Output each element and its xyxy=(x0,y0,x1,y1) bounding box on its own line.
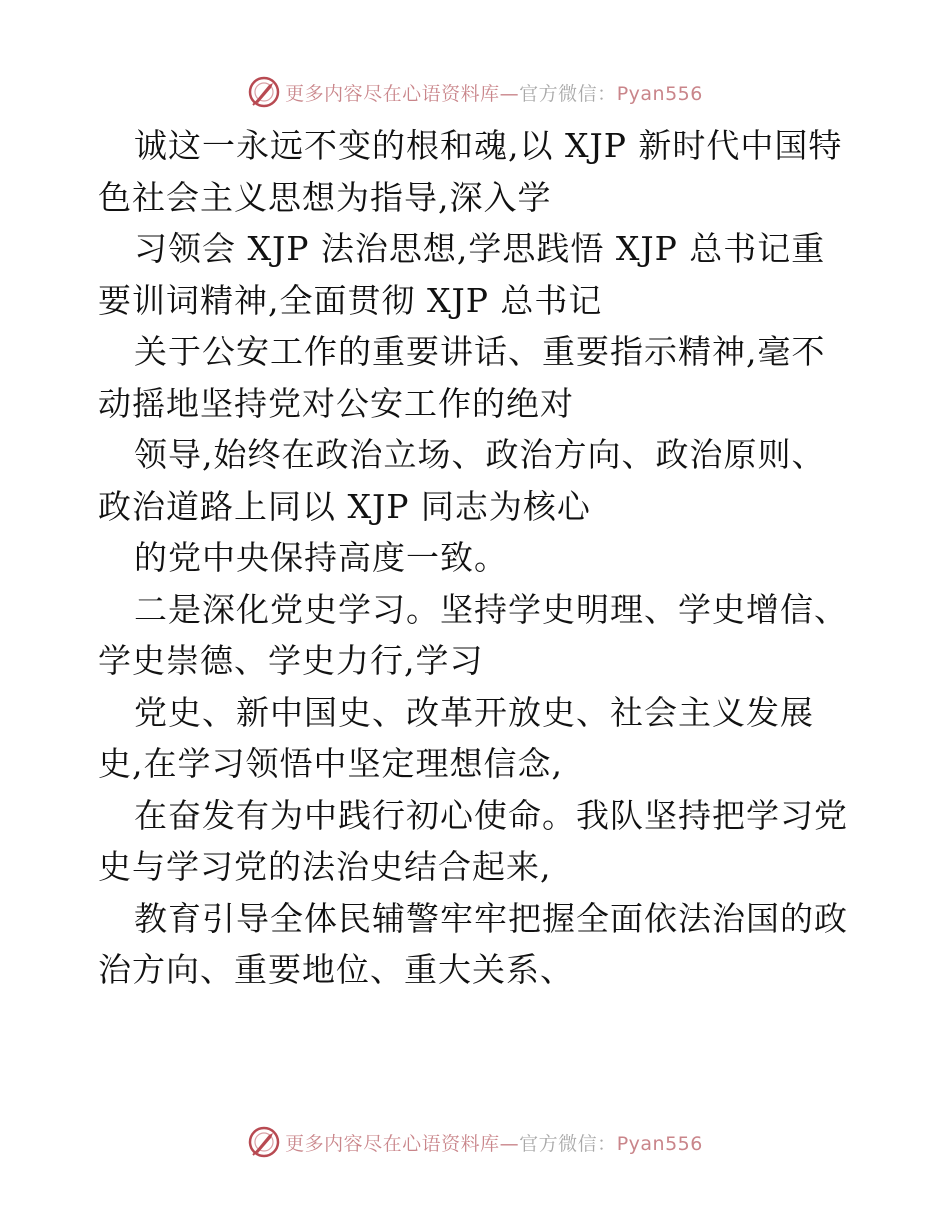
footer-banner-main: 更多内容尽在心语资料库 xyxy=(285,1132,500,1155)
footer-banner-wechat-id: Pyan556 xyxy=(616,1132,703,1155)
document-body xyxy=(98,120,858,996)
header-banner-wechat-id: Pyan556 xyxy=(616,82,703,105)
footer-banner-text xyxy=(285,1129,703,1156)
footer-banner xyxy=(0,1122,950,1162)
body-line: 习领会 XJP 法治思想,学思践悟 XJP 总书记重 xyxy=(134,229,826,268)
body-line: 治方向、重要地位、重大关系、 xyxy=(98,950,574,989)
header-banner-text xyxy=(285,79,703,106)
feather-pen-logo-icon xyxy=(247,75,281,109)
body-line: 动摇地坚持党对公安工作的绝对 xyxy=(98,383,574,423)
body-line: 在奋发有为中践行初心使命。我队坚持把学习党 xyxy=(134,795,848,835)
body-line: 二是深化党史学习。坚持学史明理、学史增信、 xyxy=(134,589,848,629)
body-line: 色社会主义思想为指导,深入学 xyxy=(98,177,552,217)
body-line: 要训词精神,全面贯彻 XJP 总书记 xyxy=(98,280,603,320)
header-banner-main: 更多内容尽在心语资料库 xyxy=(285,82,500,105)
body-line: 教育引导全体民辅警牢牢把握全面依法治国的政 xyxy=(134,898,848,938)
footer-banner-label: 官方微信： xyxy=(519,1132,617,1155)
header-banner-separator: — xyxy=(499,82,520,105)
body-line: 史,在学习领悟中坚定理想信念, xyxy=(98,744,563,783)
feather-pen-logo-icon xyxy=(247,1125,281,1159)
header-banner-label: 官方微信： xyxy=(519,82,617,105)
body-line: 学史崇德、学史力行,学习 xyxy=(98,641,484,680)
body-line: 诚这一永远不变的根和魂,以 XJP 新时代中国特 xyxy=(134,126,843,165)
body-line: 史与学习党的法治史结合起来, xyxy=(98,847,552,886)
body-line: 党史、新中国史、改革开放史、社会主义发展 xyxy=(134,692,814,732)
body-line: 领导,始终在政治立场、政治方向、政治原则、 xyxy=(134,435,826,474)
header-banner xyxy=(0,72,950,112)
body-line: 关于公安工作的重要讲话、重要指示精神,毫不 xyxy=(134,332,826,371)
body-line: 的党中央保持高度一致。 xyxy=(134,538,508,577)
body-line: 政治道路上同以 XJP 同志为核心 xyxy=(98,486,591,526)
footer-banner-separator: — xyxy=(499,1132,520,1155)
